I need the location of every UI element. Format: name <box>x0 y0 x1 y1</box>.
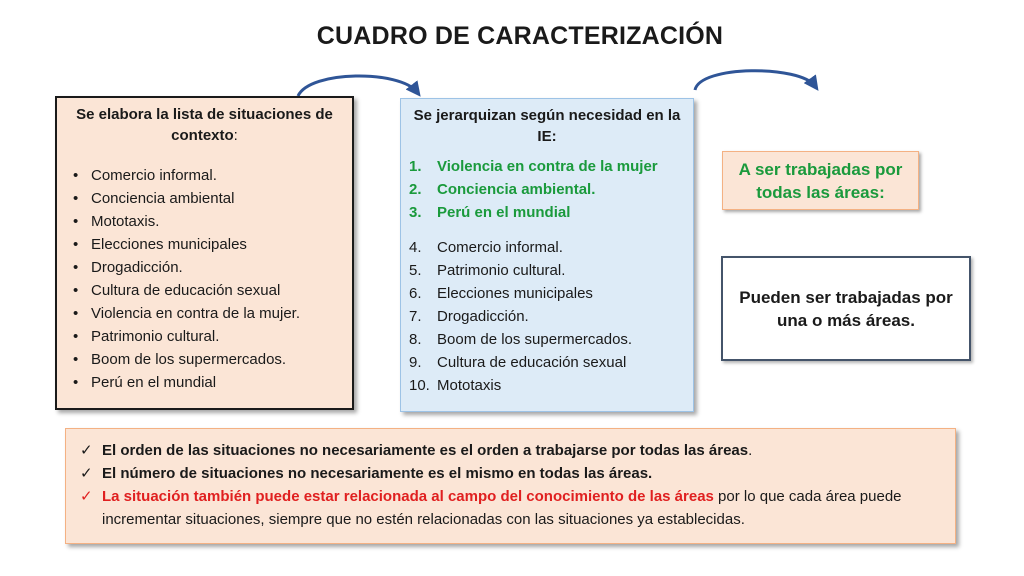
list-item: 1. Violencia en contra de la mujer <box>409 158 658 175</box>
list-item: 5. Patrimonio cultural. <box>409 262 566 279</box>
list-item: 3. Perú en el mundial <box>409 204 571 221</box>
list-item: 8. Boom de los supermercados. <box>409 331 633 348</box>
list-item: 2. Conciencia ambiental. <box>409 181 596 198</box>
some-areas-box: Pueden ser trabajadas por una o más áreas. <box>721 256 971 361</box>
list-item: • Elecciones municipales <box>67 233 342 256</box>
list-item: 7. Drogadicción. <box>409 308 529 325</box>
list-item: • Cultura de educación sexual <box>67 279 342 302</box>
list-item: • Boom de los supermercados. <box>67 348 342 371</box>
checkmark-icon: ✓ <box>80 465 93 482</box>
list-item: 4. Comercio informal. <box>409 239 563 256</box>
ranked-box-title: Se jerarquizan según necesidad en la IE: <box>413 107 681 145</box>
checkmark-icon: ✓ <box>80 442 93 459</box>
list-item: • Drogadicción. <box>67 256 342 279</box>
list-item: • Conciencia ambiental <box>67 187 342 210</box>
list-item: 9. Cultura de educación sexual <box>409 354 627 371</box>
checkmark-icon: ✓ <box>80 488 93 505</box>
all-areas-box: A ser trabajadas por todas las áreas: <box>722 151 919 210</box>
priority-list <box>409 155 685 224</box>
other-situations-list <box>409 236 685 397</box>
notes-box <box>65 428 956 544</box>
note-2: ✓ El número de situaciones no necesariamente es el mismo en todas las áreas. <box>80 462 943 485</box>
context-situations-box <box>55 96 354 410</box>
list-item: 10. Mototaxis <box>409 377 502 394</box>
note-1: ✓ El orden de las situaciones no necesariamente es el orden a trabajarse por todas las áreas. <box>80 439 943 462</box>
context-situations-list <box>67 164 342 394</box>
list-item: • Comercio informal. <box>67 164 342 187</box>
note-3: ✓ La situación también puede estar relacionada al campo del conocimiento de las áreas por lo que cada área puede incrementar situaciones, siempre que no estén relacionadas con las situaciones ya establecidas. <box>80 485 943 531</box>
page-title: CUADRO DE CARACTERIZACIÓN <box>316 22 724 50</box>
list-item: • Patrimonio cultural. <box>67 325 342 348</box>
list-item: • Mototaxis. <box>67 210 342 233</box>
curved-arrow-right <box>695 71 815 90</box>
list-item: 6. Elecciones municipales <box>409 285 593 302</box>
list-item: • Perú en el mundial <box>67 371 342 394</box>
context-box-title: Se elabora la lista de situaciones de contexto: <box>76 106 333 144</box>
curved-arrow-left <box>298 76 417 96</box>
list-item: • Violencia en contra de la mujer. <box>67 302 342 325</box>
ranked-situations-box <box>400 98 694 412</box>
